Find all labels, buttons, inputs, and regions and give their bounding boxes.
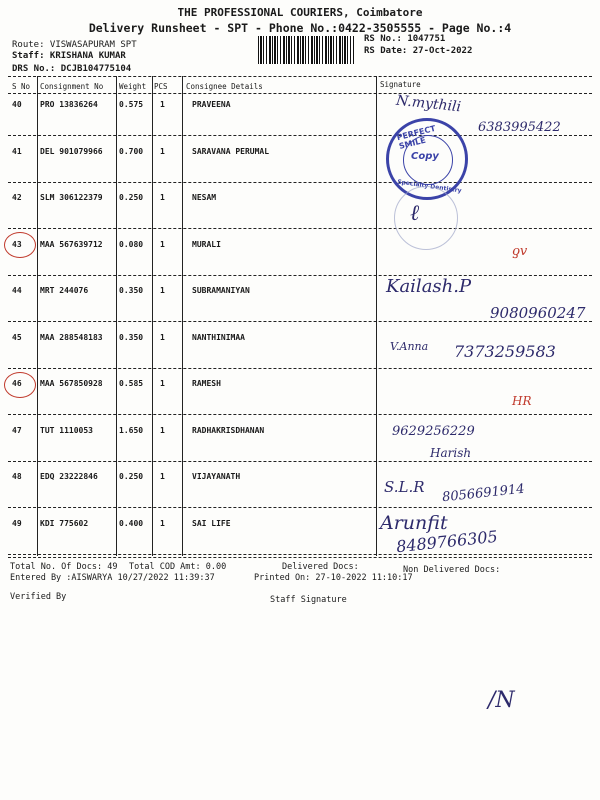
- faint-stamp-ring: [394, 186, 458, 250]
- col-header-consignment: Consignment No: [40, 82, 104, 91]
- signature-row-40: N.mythili: [395, 92, 462, 116]
- cell-pcs: 1: [160, 193, 165, 202]
- col-header-consignee: Consignee Details: [186, 82, 263, 91]
- header-rule: [8, 93, 592, 94]
- cell-weight: 0.080: [119, 239, 144, 249]
- cell-consignment: PRO 13836264: [40, 100, 98, 109]
- cell-pcs: 1: [160, 100, 165, 109]
- cell-sno: 46: [12, 379, 22, 388]
- cell-consignment: MAA 288548183: [40, 332, 103, 342]
- cell-weight: 0.585: [119, 379, 144, 388]
- col-divider: [182, 76, 183, 556]
- phone-row-47: 9629256229: [392, 424, 475, 439]
- table-bottom-rule: [8, 557, 592, 558]
- cell-pcs: 1: [160, 379, 165, 388]
- row-separator: [8, 228, 592, 229]
- cell-consignment: EDQ 23222846: [40, 472, 98, 481]
- handwritten-mark: /N: [488, 688, 515, 713]
- row-separator: [8, 461, 592, 462]
- signature-row-47: Harish: [430, 446, 472, 460]
- row-separator: [8, 414, 592, 415]
- rs-date: RS Date: 27-Oct-2022: [364, 46, 473, 56]
- cell-pcs: 1: [160, 425, 165, 435]
- cell-sno: 42: [12, 193, 22, 202]
- row-separator: [8, 275, 592, 276]
- signature-row-44: Kailash.P: [386, 276, 472, 297]
- row-separator: [8, 507, 592, 508]
- cell-consignee: NESAM: [192, 193, 217, 202]
- cell-weight: 0.575: [119, 100, 144, 109]
- staff-signature: Staff Signature: [270, 595, 347, 605]
- cell-sno: 40: [12, 100, 22, 109]
- col-divider: [376, 76, 377, 556]
- runsheet-title: Delivery Runsheet - SPT - Phone No.:0422-3505555 - Page No.:4: [88, 21, 512, 35]
- printed-on: Printed On: 27-10-2022 11:10:17: [254, 573, 413, 583]
- cell-sno: 47: [12, 425, 22, 435]
- cell-pcs: 1: [160, 146, 165, 156]
- stamp-center-text: Copy: [411, 151, 439, 162]
- col-header-weight: Weight: [119, 82, 147, 91]
- cell-weight: 0.350: [119, 286, 144, 295]
- col-header-sno: S No: [12, 82, 31, 91]
- cell-weight: 0.250: [119, 472, 144, 481]
- stamp-top-text: PERFECT SMILE: [395, 123, 437, 151]
- cell-weight: 0.400: [119, 518, 144, 528]
- col-divider: [152, 76, 153, 556]
- cell-consignment: TUT 1110053: [40, 425, 93, 435]
- cell-consignee: PRAVEENA: [192, 100, 231, 109]
- cell-sno: 43: [12, 239, 22, 249]
- red-circle-row-46: [4, 372, 36, 398]
- drs-label: DRS No.: DCJB104775104: [12, 64, 132, 74]
- row-separator: [8, 135, 592, 136]
- table-top-rule: [8, 76, 592, 77]
- red-circle-row-43: [4, 232, 36, 258]
- cell-weight: 0.250: [119, 193, 144, 202]
- phone-row-48: 8056691914: [441, 481, 526, 506]
- col-divider: [116, 76, 117, 556]
- cell-pcs: 1: [160, 239, 165, 249]
- cell-pcs: 1: [160, 518, 165, 528]
- cell-consignee: MURALI: [192, 239, 221, 249]
- route-label: Route: VISWASAPURAM SPT: [12, 40, 137, 50]
- signature-row-42: ℓ: [410, 201, 420, 226]
- barcode: [258, 36, 354, 64]
- cell-consignee: SAI LIFE: [192, 518, 231, 528]
- cell-consignment: MRT 244076: [40, 286, 89, 295]
- cell-consignment: MAA 567639712: [40, 239, 103, 249]
- cell-weight: 0.700: [119, 146, 144, 156]
- cell-consignment: DEL 901079966: [40, 146, 103, 156]
- cell-consignee: RAMESH: [192, 379, 221, 388]
- verified-by: Verified By: [10, 592, 67, 602]
- phone-row-49: 8489766305: [395, 526, 499, 557]
- cell-sno: 48: [12, 472, 22, 481]
- row-separator: [8, 182, 592, 183]
- cell-consignee: SARAVANA PERUMAL: [192, 146, 270, 156]
- cell-sno: 44: [12, 286, 22, 295]
- cell-sno: 49: [12, 518, 22, 528]
- cell-weight: 0.350: [119, 332, 144, 342]
- rs-number: RS No.: 1047751: [364, 34, 446, 44]
- cell-consignee: SUBRAMANIYAN: [192, 286, 250, 295]
- cell-weight: 1.650: [119, 425, 144, 435]
- delivered-docs: Delivered Docs:: [282, 562, 359, 572]
- signature-row-48: S.L.R: [384, 478, 425, 496]
- red-mark-row-43: ƍv: [512, 244, 528, 259]
- total-docs: Total No. Of Docs: 49: [10, 562, 118, 572]
- cell-consignee: RADHAKRISDHANAN: [192, 425, 265, 435]
- col-header-pcs: PCS: [154, 82, 168, 91]
- staff-label: Staff: KRISHANA KUMAR: [12, 51, 126, 61]
- phone-row-44: 9080960247: [490, 304, 586, 322]
- cell-consignee: NANTHINIMAA: [192, 332, 245, 342]
- cell-sno: 45: [12, 332, 22, 342]
- signature-row-49: Arunfit: [380, 512, 448, 534]
- non-delivered-docs: Non Delivered Docs:: [403, 565, 501, 575]
- company-title: THE PROFESSIONAL COURIERS, Coimbatore: [177, 6, 423, 19]
- entered-by: Entered By :AISWARYA 10/27/2022 11:39:37: [10, 573, 215, 583]
- cell-pcs: 1: [160, 332, 165, 342]
- col-divider: [37, 76, 38, 556]
- cell-pcs: 1: [160, 472, 165, 481]
- cell-consignment: MAA 567850928: [40, 379, 103, 388]
- cell-sno: 41: [12, 146, 22, 156]
- cell-consignee: VIJAYANATH: [192, 472, 241, 481]
- phone-row-45: 7373259583: [454, 342, 556, 361]
- row-separator: [8, 368, 592, 369]
- phone-row-40: 6383995422: [478, 120, 561, 135]
- cell-consignment: SLM 306122379: [40, 193, 103, 202]
- stamp-bottom-text: Specialty Dentistry: [396, 178, 462, 195]
- signature-row-45: V.Anna: [390, 340, 429, 353]
- total-cod: Total COD Amt: 0.00: [129, 562, 227, 572]
- cell-pcs: 1: [160, 286, 165, 295]
- col-header-signature: Signature: [380, 80, 421, 89]
- cell-consignment: KDI 775602: [40, 518, 89, 528]
- red-mark-row-46: HR: [512, 394, 532, 408]
- row-separator: [8, 554, 592, 555]
